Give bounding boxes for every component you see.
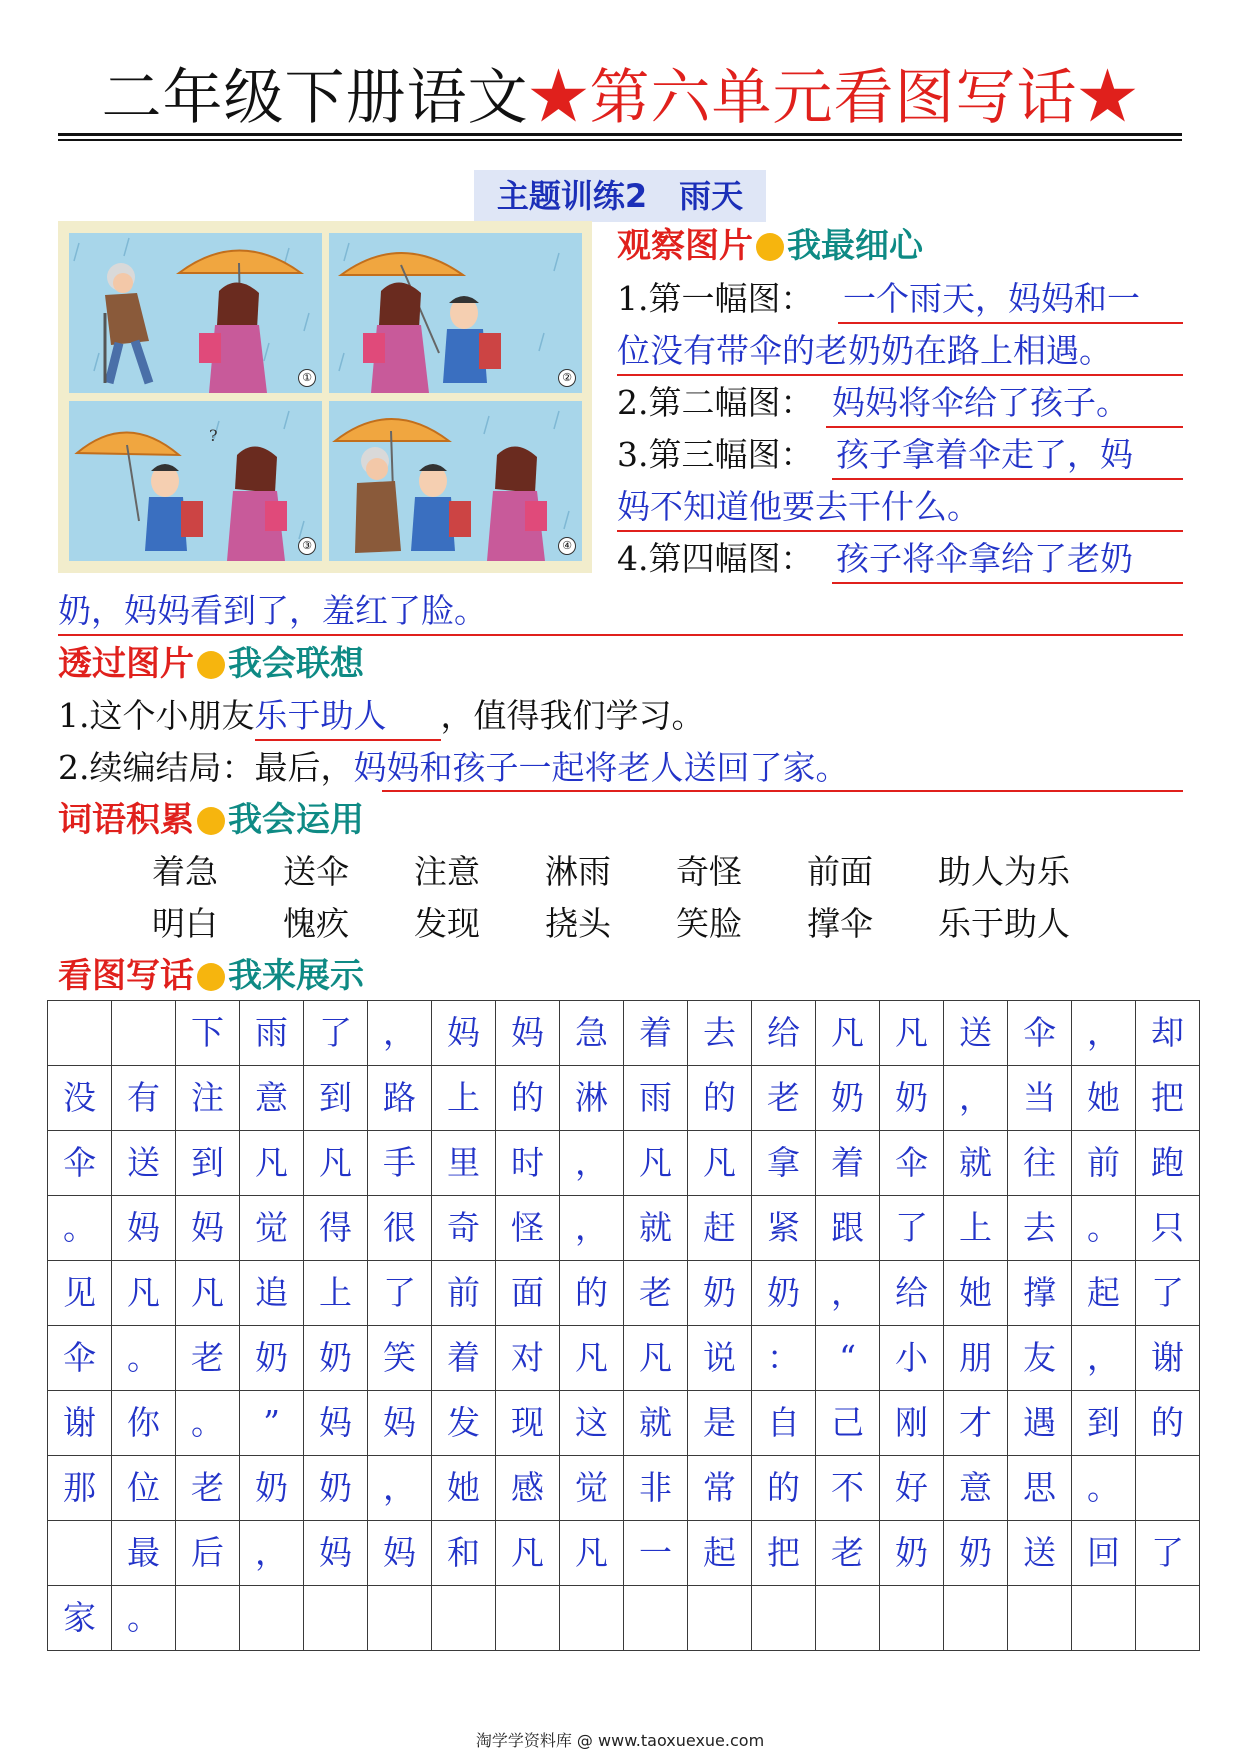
title-star-right: ★	[1077, 63, 1139, 133]
grid-cell: 意	[240, 1066, 304, 1131]
observe-item-3-answer-2: 妈不知道他要去干什么。	[617, 487, 980, 526]
imagine-q1-suffix: ，值得我们学习。	[440, 696, 705, 735]
grid-cell: 凡	[240, 1131, 304, 1196]
grid-cell: 上	[944, 1196, 1008, 1261]
observe-item-1-answer-1: 一个雨天，妈妈和一	[843, 279, 1140, 318]
grid-cell: 谢	[48, 1391, 112, 1456]
grid-cell: 了	[1136, 1521, 1200, 1586]
grid-cell: 现	[496, 1391, 560, 1456]
vocab-word: 助人为乐	[938, 852, 1070, 891]
observe-item-3-answer-1: 孩子拿着伞走了，妈	[836, 435, 1133, 474]
grid-cell: ，	[368, 1456, 432, 1521]
grid-cell: 紧	[752, 1196, 816, 1261]
grid-cell	[176, 1586, 240, 1651]
grid-cell: 的	[1136, 1391, 1200, 1456]
grid-cell: 到	[304, 1066, 368, 1131]
comic-illustration	[58, 221, 592, 573]
grid-cell: 到	[1072, 1391, 1136, 1456]
grid-cell: 起	[1072, 1261, 1136, 1326]
grid-cell	[1136, 1586, 1200, 1651]
grid-cell	[48, 1001, 112, 1066]
grid-cell	[368, 1586, 432, 1651]
grid-cell	[752, 1586, 816, 1651]
observe-item-2-label: 2.第二幅图：	[617, 383, 814, 422]
grid-cell: 发	[432, 1391, 496, 1456]
imagine-q1-answer: 乐于助人	[255, 693, 441, 741]
panel-number-1: ①	[298, 369, 316, 387]
grid-cell: 妈	[304, 1521, 368, 1586]
grid-cell: 奶	[304, 1456, 368, 1521]
grid-cell: 你	[112, 1391, 176, 1456]
vocab-word: 前面	[807, 852, 873, 891]
grid-cell: 就	[944, 1131, 1008, 1196]
panel-number-3: ③	[298, 537, 316, 555]
panel-1-drawing	[69, 233, 322, 393]
vocab-word: 挠头	[545, 904, 611, 943]
grid-row	[48, 1261, 1200, 1326]
grid-cell: 刚	[880, 1391, 944, 1456]
imagine-heading-red: 透过图片	[58, 644, 194, 684]
observe-heading-teal: 我最细心	[787, 226, 923, 266]
grid-cell: 觉	[240, 1196, 304, 1261]
imagine-q2-answer: 妈妈和孩子一起将老人送回了家。	[353, 748, 849, 787]
dot-icon	[197, 651, 225, 679]
vocab-word: 奇怪	[676, 852, 742, 891]
grid-cell: 注	[176, 1066, 240, 1131]
vocab-word: 明白	[152, 904, 218, 943]
observe-item-4-answer-2: 奶，妈妈看到了，羞红了脸。	[58, 591, 487, 630]
vocab-word: 着急	[152, 852, 218, 891]
grid-cell	[1072, 1586, 1136, 1651]
grid-cell	[1136, 1456, 1200, 1521]
grid-cell: “	[816, 1326, 880, 1391]
answer-underline	[832, 582, 1183, 584]
grid-cell: 妈	[368, 1521, 432, 1586]
comic-panel-2	[329, 233, 582, 393]
grid-cell: 思	[1008, 1456, 1072, 1521]
vocab-word: 注意	[414, 852, 480, 891]
grid-cell: 和	[432, 1521, 496, 1586]
grid-cell: ，	[944, 1066, 1008, 1131]
grid-cell	[624, 1586, 688, 1651]
grid-cell: 着	[624, 1001, 688, 1066]
grid-cell	[240, 1586, 304, 1651]
grid-cell: 奶	[880, 1066, 944, 1131]
grid-cell: 得	[304, 1196, 368, 1261]
grid-cell: 。	[1072, 1456, 1136, 1521]
grid-cell: 手	[368, 1131, 432, 1196]
panel-3-drawing	[69, 401, 322, 561]
grid-cell: 奶	[304, 1326, 368, 1391]
title-unit: 第六单元看图写话	[589, 63, 1078, 133]
grid-cell: 奇	[432, 1196, 496, 1261]
grid-cell: ：	[752, 1326, 816, 1391]
grid-cell: 才	[944, 1391, 1008, 1456]
grid-cell	[48, 1521, 112, 1586]
panel-number-4: ④	[558, 537, 576, 555]
writing-heading-red: 看图写话	[58, 956, 194, 996]
grid-cell: 妈	[176, 1196, 240, 1261]
grid-cell: 位	[112, 1456, 176, 1521]
grid-cell: 回	[1072, 1521, 1136, 1586]
grid-cell: 却	[1136, 1001, 1200, 1066]
grid-cell: 。	[48, 1196, 112, 1261]
grid-cell: 面	[496, 1261, 560, 1326]
vocab-word: 笑脸	[676, 904, 742, 943]
grid-cell: 有	[112, 1066, 176, 1131]
imagine-question-1	[58, 693, 705, 741]
section-writing-heading	[58, 953, 364, 999]
grid-cell: 给	[752, 1001, 816, 1066]
grid-cell: 凡	[624, 1326, 688, 1391]
grid-cell: 友	[1008, 1326, 1072, 1391]
grid-cell: 老	[816, 1521, 880, 1586]
grid-cell: 的	[688, 1066, 752, 1131]
grid-cell: 奶	[944, 1521, 1008, 1586]
grid-cell: 时	[496, 1131, 560, 1196]
section-imagine-heading	[58, 641, 364, 687]
section-observe-heading	[617, 223, 923, 269]
title-star-left: ★	[528, 63, 590, 133]
panel-4-drawing	[329, 401, 582, 561]
grid-cell: 笑	[368, 1326, 432, 1391]
grid-cell: 她	[432, 1456, 496, 1521]
grid-cell: 的	[496, 1066, 560, 1131]
grid-cell: 老	[624, 1261, 688, 1326]
grid-cell: 朋	[944, 1326, 1008, 1391]
grid-cell: ，	[368, 1001, 432, 1066]
grid-cell: 凡	[496, 1521, 560, 1586]
grid-cell	[304, 1586, 368, 1651]
grid-cell: 凡	[816, 1001, 880, 1066]
grid-cell: 就	[624, 1196, 688, 1261]
grid-cell: 把	[752, 1521, 816, 1586]
observe-item-1-label: 1.第一幅图：	[617, 279, 814, 318]
grid-cell	[880, 1586, 944, 1651]
grid-cell: 奶	[880, 1521, 944, 1586]
grid-cell: 最	[112, 1521, 176, 1586]
imagine-question-2	[58, 745, 849, 791]
title-grade: 二年级下册语文	[101, 63, 529, 133]
grid-cell: 遇	[1008, 1391, 1072, 1456]
grid-cell: 雨	[240, 1001, 304, 1066]
grid-cell	[496, 1586, 560, 1651]
imagine-q1-prefix: 1.这个小朋友	[58, 696, 255, 735]
grid-cell: 的	[752, 1456, 816, 1521]
imagine-heading-teal: 我会联想	[228, 644, 364, 684]
vocab-word: 送伞	[283, 852, 349, 891]
grid-cell: 雨	[624, 1066, 688, 1131]
observe-item-4-label: 4.第四幅图：	[617, 539, 814, 578]
grid-cell	[432, 1586, 496, 1651]
dot-icon	[197, 963, 225, 991]
grid-cell: 奶	[240, 1326, 304, 1391]
grid-cell: 奶	[752, 1261, 816, 1326]
grid-cell: 谢	[1136, 1326, 1200, 1391]
grid-cell: 凡	[176, 1261, 240, 1326]
grid-row	[48, 1131, 1200, 1196]
grid-cell: 自	[752, 1391, 816, 1456]
grid-cell: 把	[1136, 1066, 1200, 1131]
vocab-word: 淋雨	[545, 852, 611, 891]
grid-cell: 就	[624, 1391, 688, 1456]
grid-cell: 奶	[688, 1261, 752, 1326]
dot-icon	[197, 807, 225, 835]
grid-cell: 凡	[880, 1001, 944, 1066]
grid-cell: 给	[880, 1261, 944, 1326]
writing-grid	[47, 1000, 1200, 1651]
grid-cell: 感	[496, 1456, 560, 1521]
dot-icon	[756, 233, 784, 261]
grid-cell: 拿	[752, 1131, 816, 1196]
grid-cell: 老	[176, 1326, 240, 1391]
comic-panel-3	[69, 401, 322, 561]
observe-item-3-label: 3.第三幅图：	[617, 435, 814, 474]
grid-cell: 凡	[560, 1521, 624, 1586]
grid-cell: 一	[624, 1521, 688, 1586]
observe-item-2-answer: 妈妈将伞给了孩子。	[832, 383, 1129, 422]
grid-cell: 了	[880, 1196, 944, 1261]
grid-cell: 妈	[304, 1391, 368, 1456]
grid-cell: 了	[1136, 1261, 1200, 1326]
grid-cell: 妈	[368, 1391, 432, 1456]
grid-cell	[944, 1586, 1008, 1651]
answer-underline	[617, 374, 1183, 376]
grid-cell: ”	[240, 1391, 304, 1456]
grid-cell: ，	[816, 1261, 880, 1326]
grid-cell: ，	[560, 1196, 624, 1261]
grid-cell: 跟	[816, 1196, 880, 1261]
grid-cell: 好	[880, 1456, 944, 1521]
answer-underline	[617, 530, 1183, 532]
grid-cell: 起	[688, 1521, 752, 1586]
grid-cell: 着	[816, 1131, 880, 1196]
grid-cell: 常	[688, 1456, 752, 1521]
comic-panel-4	[329, 401, 582, 561]
grid-cell: 追	[240, 1261, 304, 1326]
grid-cell: 去	[1008, 1196, 1072, 1261]
grid-cell: 送	[1008, 1521, 1072, 1586]
grid-cell: 非	[624, 1456, 688, 1521]
grid-cell: 了	[368, 1261, 432, 1326]
grid-cell: 伞	[48, 1326, 112, 1391]
grid-cell: 很	[368, 1196, 432, 1261]
grid-cell: 。	[176, 1391, 240, 1456]
grid-cell: 撑	[1008, 1261, 1072, 1326]
grid-cell: 妈	[112, 1196, 176, 1261]
grid-row	[48, 1001, 1200, 1066]
grid-cell: 这	[560, 1391, 624, 1456]
answer-underline	[838, 322, 1183, 324]
grid-cell: 奶	[816, 1066, 880, 1131]
grid-cell: 当	[1008, 1066, 1072, 1131]
grid-cell: 没	[48, 1066, 112, 1131]
grid-cell: 家	[48, 1586, 112, 1651]
grid-cell: 上	[304, 1261, 368, 1326]
grid-cell: 淋	[560, 1066, 624, 1131]
title-rule-thick	[58, 133, 1182, 136]
grid-cell: 路	[368, 1066, 432, 1131]
writing-heading-teal: 我来展示	[228, 956, 364, 996]
grid-row	[48, 1066, 1200, 1131]
grid-cell: 奶	[240, 1456, 304, 1521]
grid-cell: 对	[496, 1326, 560, 1391]
grid-cell: 妈	[432, 1001, 496, 1066]
svg-text:?: ?	[209, 426, 218, 445]
grid-cell: 送	[112, 1131, 176, 1196]
grid-cell: 后	[176, 1521, 240, 1586]
grid-cell: 往	[1008, 1131, 1072, 1196]
comic-panel-1	[69, 233, 322, 393]
answer-underline	[826, 426, 1183, 428]
vocab-heading-teal: 我会运用	[228, 800, 364, 840]
grid-cell: 凡	[688, 1131, 752, 1196]
vocab-word: 撑伞	[807, 904, 873, 943]
page-title	[0, 58, 1240, 138]
grid-row	[48, 1521, 1200, 1586]
grid-cell	[1008, 1586, 1072, 1651]
footer-source: 淘学学资料库 @ www.taoxuexue.com	[475, 1731, 765, 1750]
grid-cell: 只	[1136, 1196, 1200, 1261]
grid-cell: 觉	[560, 1456, 624, 1521]
grid-cell: 。	[112, 1586, 176, 1651]
grid-cell: 己	[816, 1391, 880, 1456]
grid-cell: 的	[560, 1261, 624, 1326]
panel-2-drawing	[329, 233, 582, 393]
grid-cell: 老	[176, 1456, 240, 1521]
observe-heading-red: 观察图片	[617, 226, 753, 266]
grid-cell: 去	[688, 1001, 752, 1066]
answer-underline	[382, 790, 1183, 792]
vocab-word: 愧疚	[283, 904, 349, 943]
imagine-q2-prefix: 2.续编结局：最后，	[58, 748, 354, 787]
grid-cell: 妈	[496, 1001, 560, 1066]
grid-cell: 。	[112, 1326, 176, 1391]
grid-cell: 赶	[688, 1196, 752, 1261]
title-rule-thin	[58, 139, 1182, 141]
grid-cell: ，	[1072, 1326, 1136, 1391]
grid-cell: 是	[688, 1391, 752, 1456]
vocab-heading-red: 词语积累	[58, 800, 194, 840]
panel-number-2: ②	[558, 369, 576, 387]
grid-cell: 小	[880, 1326, 944, 1391]
grid-cell: 伞	[1008, 1001, 1072, 1066]
grid-cell: 到	[176, 1131, 240, 1196]
grid-cell: 里	[432, 1131, 496, 1196]
grid-row	[48, 1586, 1200, 1651]
grid-cell: ，	[560, 1131, 624, 1196]
grid-row	[48, 1456, 1200, 1521]
grid-cell: 前	[1072, 1131, 1136, 1196]
answer-underline	[832, 478, 1183, 480]
section-vocab-heading	[58, 797, 364, 843]
grid-cell: 。	[1072, 1196, 1136, 1261]
observe-item-4-answer-1: 孩子将伞拿给了老奶	[836, 539, 1133, 578]
grid-cell: 急	[560, 1001, 624, 1066]
grid-cell	[816, 1586, 880, 1651]
grid-cell: 伞	[48, 1131, 112, 1196]
grid-cell: 前	[432, 1261, 496, 1326]
grid-cell: 不	[816, 1456, 880, 1521]
grid-cell: 着	[432, 1326, 496, 1391]
vocab-word: 发现	[414, 904, 480, 943]
grid-cell: 跑	[1136, 1131, 1200, 1196]
vocab-word: 乐于助人	[938, 904, 1070, 943]
grid-cell: 怪	[496, 1196, 560, 1261]
grid-cell: ，	[240, 1521, 304, 1586]
grid-cell: 了	[304, 1001, 368, 1066]
grid-cell: 上	[432, 1066, 496, 1131]
grid-cell: 老	[752, 1066, 816, 1131]
grid-cell: 凡	[304, 1131, 368, 1196]
grid-cell: 见	[48, 1261, 112, 1326]
grid-cell: 她	[1072, 1066, 1136, 1131]
grid-cell	[112, 1001, 176, 1066]
theme-subtitle: 主题训练2 雨天	[474, 170, 766, 222]
grid-cell: 那	[48, 1456, 112, 1521]
grid-cell: 伞	[880, 1131, 944, 1196]
grid-cell	[688, 1586, 752, 1651]
grid-cell: 下	[176, 1001, 240, 1066]
grid-cell: ，	[1072, 1001, 1136, 1066]
answer-underline	[58, 634, 1183, 636]
grid-cell: 意	[944, 1456, 1008, 1521]
grid-row	[48, 1196, 1200, 1261]
grid-cell: 说	[688, 1326, 752, 1391]
grid-row	[48, 1391, 1200, 1456]
grid-cell: 送	[944, 1001, 1008, 1066]
grid-row	[48, 1326, 1200, 1391]
grid-cell: 凡	[560, 1326, 624, 1391]
grid-cell: 她	[944, 1261, 1008, 1326]
observe-item-1-answer-2: 位没有带伞的老奶奶在路上相遇。	[617, 331, 1112, 370]
grid-cell: 凡	[624, 1131, 688, 1196]
grid-cell: 凡	[112, 1261, 176, 1326]
grid-cell	[560, 1586, 624, 1651]
